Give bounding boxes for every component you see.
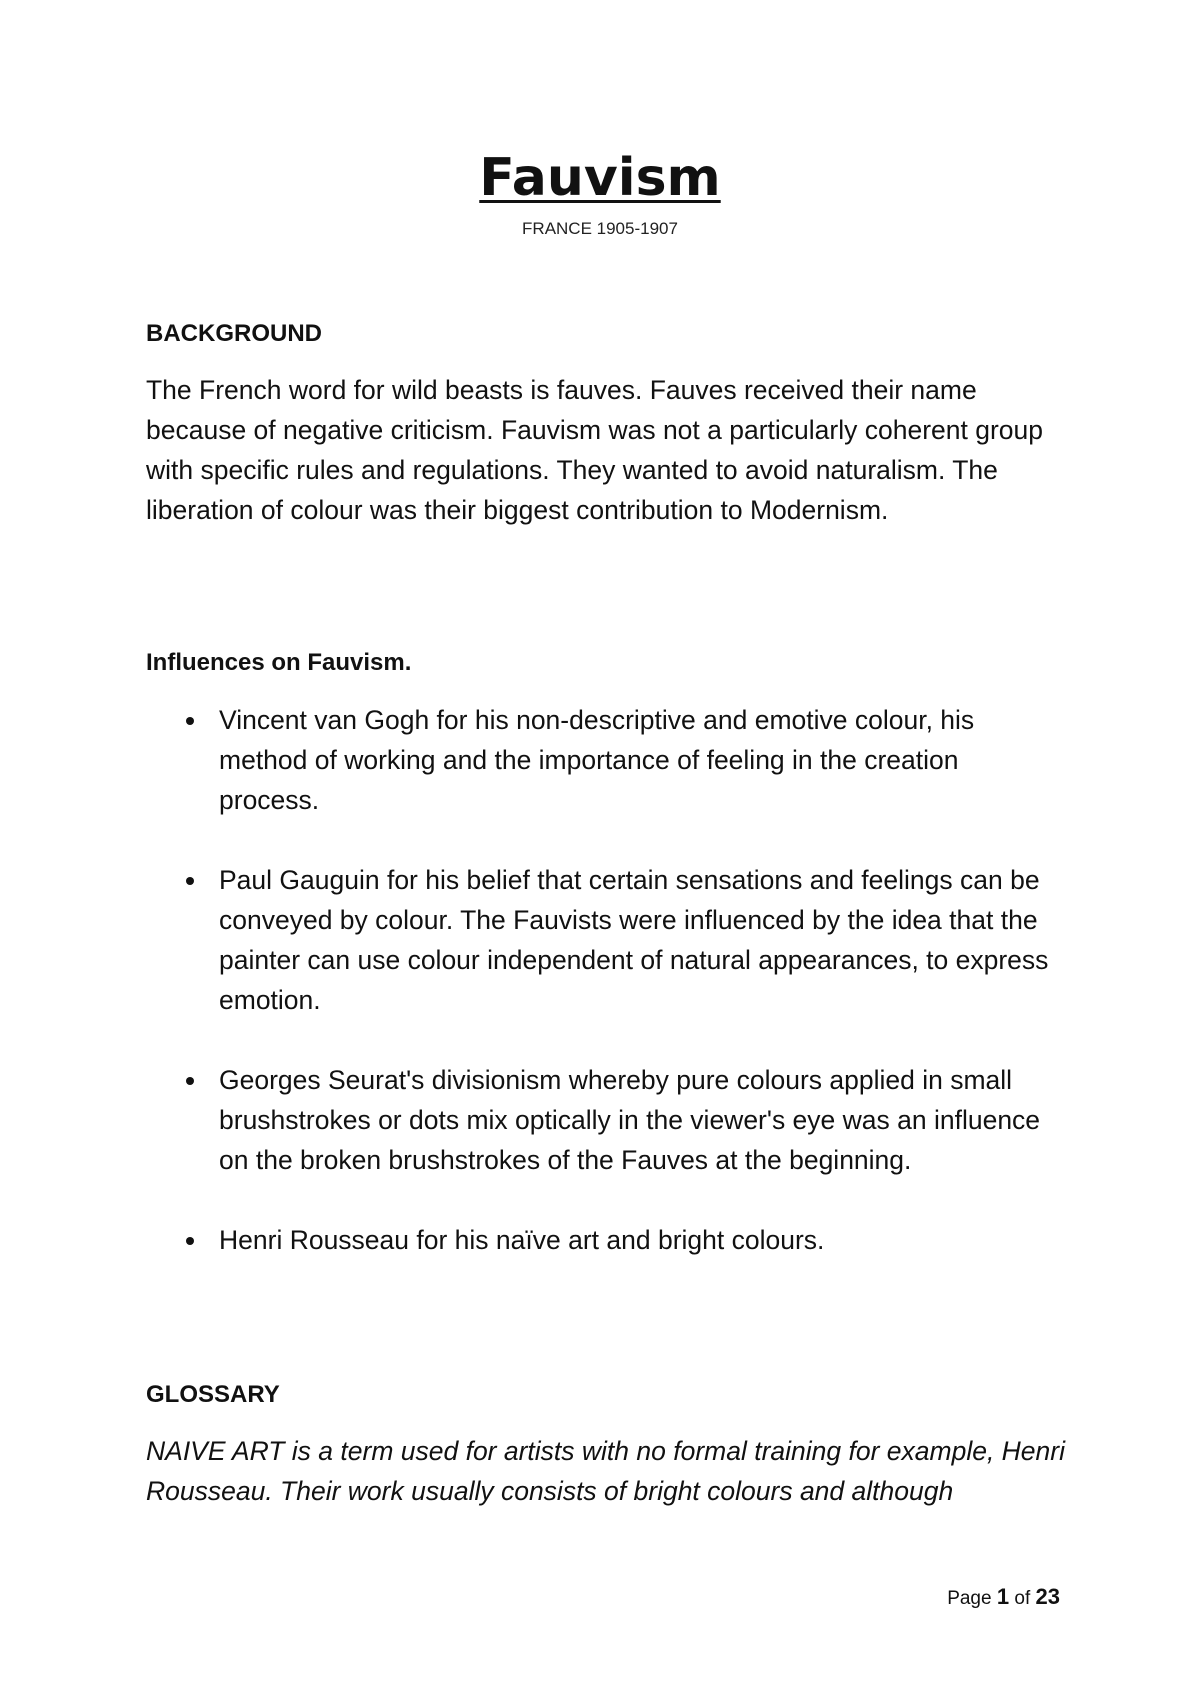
list-item-text: Henri Rousseau for his naïve art and bright colours. [219,1225,825,1255]
list-item [146,700,1066,820]
of-word: of [1014,1588,1031,1609]
bullet-icon [186,1077,194,1085]
list-item [146,1060,1066,1180]
list-item-text: Vincent van Gogh for his non-descriptive and emotive colour, his method of working and the importance of feeling in the creation process. [219,705,975,815]
background-heading: BACKGROUND [146,320,322,347]
background-paragraph: The French word for wild beasts is fauves. Fauves received their name because of negative criticism. Fauvism was not a particularly coherent group with specific rules and regulations. They wanted to avoid naturalism. The liberation of colour was their biggest contribution to Modernism. [146,375,1044,525]
list-item-text: Paul Gauguin for his belief that certain sensations and feelings can be conveyed by colour. The Fauvists were influenced by the idea that the painter can use colour independent of natural appearances, to express emotion. [219,865,1049,1015]
page-number [947,1584,1060,1612]
document-subtitle: FRANCE 1905-1907 [522,219,678,238]
glossary-paragraph: NAIVE ART is a term used for artists with no formal training for example, Henri Rousseau. Their work usually consists of bright colours and although [146,1436,1065,1506]
influences-list [146,700,1066,1300]
list-item-text: Georges Seurat's divisionism whereby pure colours applied in small brushstrokes or dots mix optically in the viewer's eye was an influence on the broken brushstrokes of the Fauves at the beginning. [219,1065,1041,1175]
bullet-icon [186,1237,194,1245]
list-item [146,1220,1066,1260]
list-item [146,860,1066,1020]
page-word: Page [947,1588,992,1609]
document-title: Fauvism [479,148,721,208]
total-pages: 23 [1035,1584,1060,1609]
current-page: 1 [996,1584,1010,1609]
influences-heading: Influences on Fauvism. [146,649,412,676]
bullet-icon [186,717,194,725]
bullet-icon [186,877,194,885]
glossary-heading: GLOSSARY [146,1381,280,1408]
